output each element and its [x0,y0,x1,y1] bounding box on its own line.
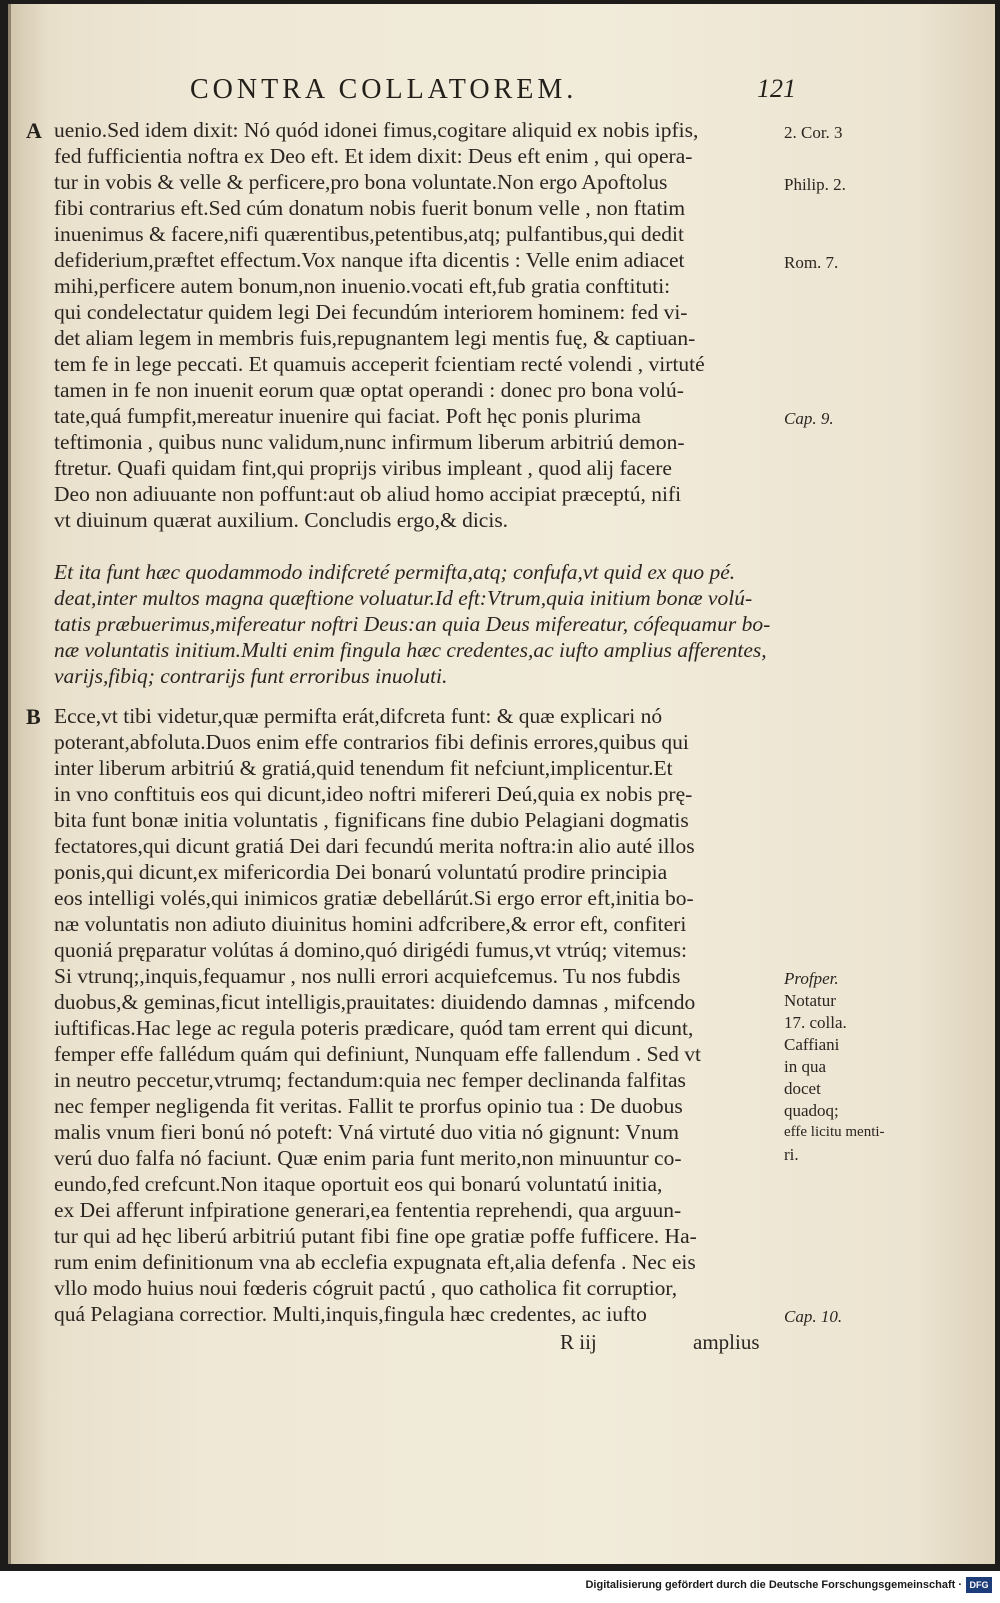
footer-bar [0,1571,1000,1603]
section-letter-a: A [26,118,42,143]
margin-note: Cap. 10. [784,1307,843,1326]
text-line: iuftificas.Hac lege ac regula poteris prædicare, quód tam errent qui dicunt, [54,1016,694,1040]
text-line: verú duo falfa nó faciunt. Quæ enim paria funt merito,non minuuntur co- [54,1146,682,1170]
text-line: rum enim definitionum vna ab ecclefia expugnata eft,alia defenfa . Nec eis [54,1250,696,1274]
catchword: amplius [693,1330,760,1354]
text-line: fectatores,qui dicunt gratiá Dei dari fecundú merita noftra:in alio auté illos [54,834,695,858]
text-line: femper effe fallédum quám qui definiunt, Nunquam effe fallendum . Sed vt [54,1042,701,1066]
margin-note: Profper. [784,969,839,988]
text-line: fed fufficientia noftra ex Deo eft. Et idem dixit: Deus eft enim , qui opera- [54,144,693,168]
text-line: Deo non adiuuante non poffunt:aut ob aliud homo accipiat præceptú, nifi [54,482,682,506]
text-line: defiderium,præftet effectum.Vox nanque ifta dicentis : Velle enim adiacet [54,248,685,272]
dfg-logo: DFG [966,1577,992,1593]
text-line: teftimonia , quibus nunc validum,nunc infirmum liberum arbitriú demon- [54,430,685,454]
text-line: tur in vobis & velle & perficere,pro bona voluntate.Non ergo Apoftolus [54,170,668,194]
margin-note: 17. colla. [784,1013,847,1032]
text-line: nec femper negligenda fit veritas. Fallit te prorfus opinio tua : De duobus [54,1094,683,1118]
section-letter-b: B [26,704,41,729]
text-line: duobus,& geminas,ficut intelligis,prauitates: diuidendo damnas , mifcendo [54,990,696,1014]
margin-note: effe licitu menti- [784,1124,885,1140]
text-line: vt diuinum quærat auxilium. Concludis ergo,& dicis. [54,508,509,532]
text-line: Ecce,vt tibi videtur,quæ permifta erát,difcreta funt: & quæ explicari nó [54,704,663,728]
text-line: eundo,fed crefcunt.Non itaque oportuit eos qui bonarú voluntatú initia, [54,1172,663,1196]
text-line: næ voluntatis non adiuto diuinitus homini adfcribere,& error eft, confiteri [54,912,687,936]
text-line: Si vtrunq;,inquis,fequamur , nos nulli errori acquiefcemus. Tu nos fubdis [54,964,681,988]
text-line: in vno conftituis eos qui dicunt,ideo noftri mifereri Deú,quia ex nobis prę- [54,782,693,806]
text-line: mihi,perficere autem bonum,non inuenio.vocati eft,fub gratia conftituti: [54,274,671,298]
margin-note: Rom. 7. [784,253,839,272]
text-line: qui condelectatur quidem legi Dei fecundúm interiorem hominem: fed vi- [54,300,688,324]
text-line: poterant,abfoluta.Duos enim effe contrarios fibi definis errores,quibus qui [54,730,689,754]
text-line: ex Dei afferunt infpiratione generari,ea fententia reprehendi, qua arguun- [54,1198,682,1222]
margin-note: Philip. 2. [784,175,846,194]
text-line: malis vnum fieri bonú nó poteft: Vná virtuté duo vitia nó gignunt: Vnum [54,1120,680,1144]
folio-number: 121 [757,74,796,103]
margin-note: quadoq; [784,1101,839,1120]
text-line: tem fe in lege peccati. Et quamuis acceperit fcientiam recté volendi , virtuté [54,352,705,376]
quote-line: tatis præbuerimus,mifereatur noftri Deus:an quia Deus mifereatur, cófequamur bo- [54,612,771,636]
running-head: CONTRA COLLATOREM. [190,74,578,105]
text-line: ftretur. Quafi quidam fint,qui proprijs viribus impleant , quod alij facere [54,456,672,480]
quote-line: Et ita funt hæc quodammodo indifcreté permifta,atq; confufa,vt quid ex quo pé. [54,560,736,584]
margin-note: Notatur [784,991,836,1010]
text-line: det aliam legem in membris fuis,repugnantem legi mentis fuę, & captiuan- [54,326,696,350]
text-line: quá Pelagiana correctior. Multi,inquis,fingula hæc credentes, ac iufto [54,1302,647,1326]
text-line: quoniá pręparatur volútas á domino,quó dirigédi fumus,vt vtrúq; vitemus: [54,938,687,962]
footer-credit: Digitalisierung gefördert durch die Deutsche Forschungsgemeinschaft · [585,1579,962,1591]
quote-line: varijs,fibiq; contrarijs funt erroribus inuoluti. [54,664,448,688]
text-line: inter liberum arbitriú & gratiá,quid tenendum fit nefciunt,implicentur.Et [54,756,673,780]
margin-note: in qua [784,1057,827,1076]
text-line: inuenimus & facere,nifi quærentibus,petentibus,atq; pulfantibus,qui dedit [54,222,684,246]
signature-mark: R iij [560,1330,597,1354]
margin-note: ri. [784,1145,799,1164]
text-line: uenio.Sed idem dixit: Nó quód idonei fimus,cogitare aliquid ex nobis ipfis, [54,118,699,142]
text-line: tur qui ad hęc liberú arbitriú putant fibi fine ope gratiæ poffe fufficere. Ha- [54,1224,697,1248]
text-line: eos intelligi volés,qui inimicos gratiæ debellárút.Si ergo error eft,initia bo- [54,886,694,910]
margin-note: Caffiani [784,1035,840,1054]
text-line: in neutro peccetur,vtrumq; fectandum:quia nec femper declinanda falfitas [54,1068,686,1092]
quote-line: deat,inter multos magna quæftione voluatur.Id eft:Vtrum,quia initium bonæ volú- [54,586,753,610]
margin-note: 2. Cor. 3 [784,123,843,142]
text-line: fibi contrarius eft.Sed cúm donatum nobis fuerit bonum velle , non ftatim [54,196,686,220]
text-line: bita funt bonæ initia voluntatis , fignificans fine dubio Pelagiani dogmatis [54,808,689,832]
margin-note: Cap. 9. [784,409,834,428]
text-line: vllo modo huius noui fœderis cógruit pactú , quo catholica fit corruptior, [54,1276,678,1300]
text-line: tamen in fe non inuenit eorum quæ optat operandi : donec pro bona volú- [54,378,684,402]
margin-note: docet [784,1079,821,1098]
quote-line: næ voluntatis initium.Multi enim fingula hæc credentes,ac iufto amplius afferentes, [54,638,767,662]
text-line: ponis,qui dicunt,ex mifericordia Dei bonarú voluntatú prodire principia [54,860,668,884]
text-line: tate,quá fumpfit,mereatur inuenire qui faciat. Poft hęc ponis plurima [54,404,641,428]
